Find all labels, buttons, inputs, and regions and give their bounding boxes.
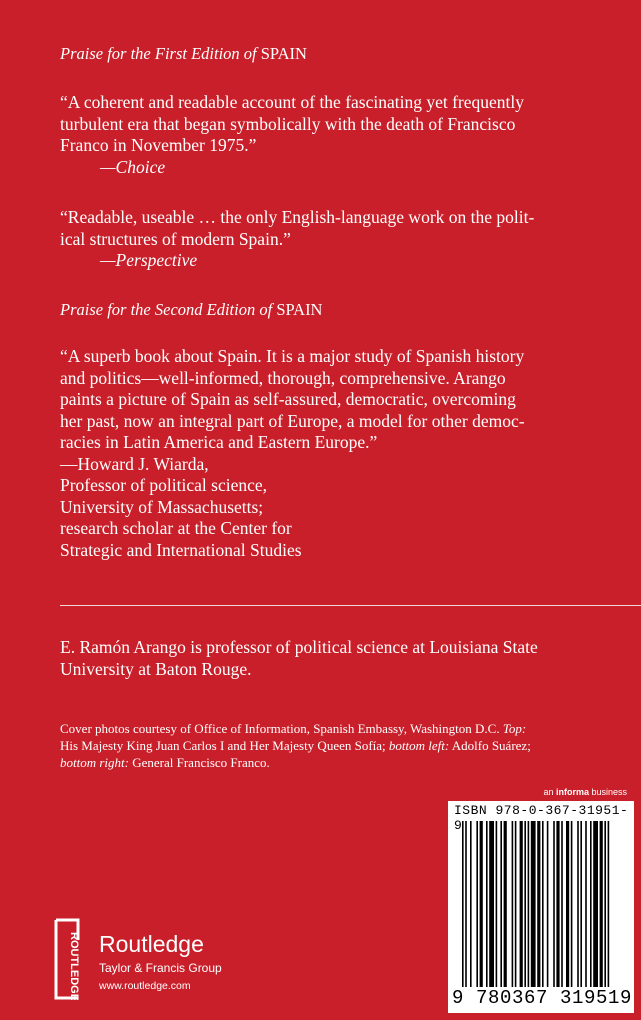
cover-photo-credits: Cover photos courtesy of Office of Information, Spanish Embassy, Washington D.C. Top: His Majesty King Juan Carlos I and Her Majesty Queen Sofía; bottom left: Adolfo Suárez; bottom right: General Francisco Franco. [60, 721, 531, 770]
barcode-bar [476, 821, 478, 987]
barcode-bar [465, 821, 467, 987]
first-edition-quote-1: “A coherent and readable account of the fascinating yet frequently turbulent era that began symbolically with the death of Francisco Franco in November 1975.” —Choice [60, 92, 630, 178]
isbn-barcode [448, 801, 634, 1013]
barcode-bar [531, 821, 536, 987]
barcode-bar [504, 821, 507, 987]
barcode-bar [590, 821, 592, 987]
barcode-bar [486, 821, 488, 987]
author-bio: E. Ramón Arango is professor of political science at Louisiana State University at Baton Rouge. [60, 637, 538, 679]
barcode-bar [537, 821, 540, 987]
publisher-name: Routledge [99, 931, 204, 957]
barcode-bar [566, 821, 569, 987]
barcode-bar [580, 821, 582, 987]
publisher-group: Taylor & Francis Group [99, 961, 222, 975]
barcode-bar [500, 821, 502, 987]
barcode-bar [585, 821, 587, 987]
quote-attribution: —Choice [100, 156, 166, 177]
barcode-bar [577, 821, 579, 987]
first-edition-heading: Praise for the First Edition of SPAIN [60, 44, 307, 63]
barcode-bar [593, 821, 598, 987]
second-edition-heading: Praise for the Second Edition of SPAIN [60, 300, 323, 319]
barcode-bar [520, 821, 523, 987]
barcode-bar [556, 821, 559, 987]
publisher-url: www.routledge.com [99, 980, 191, 992]
barcode-bar [489, 821, 494, 987]
barcode-bar [515, 821, 517, 987]
barcode-bar [462, 821, 464, 987]
barcode-bar [608, 821, 610, 987]
second-edition-quote: “A superb book about Spain. It is a major study of Spanish history and politics—well-informed, thorough, comprehensive. Arango paints a picture of Spain as self-assured, democratic, overcoming her past, now an integral part of Europe, a model for other democ- racies in Latin America and Eastern Europe.” —Howard J. Wiarda, Professor of political science, University of Massachusetts; research scholar at the Center for Strategic and International Studies [60, 346, 630, 561]
barcode-bar [561, 821, 563, 987]
first-edition-quote-2: “Readable, useable … the only English-language work on the polit- ical structures of modern Spain.” —Perspective [60, 207, 630, 272]
barcode-bar [571, 821, 573, 987]
barcode-bar [542, 821, 544, 987]
routledge-logo-icon [52, 918, 90, 1000]
isbn-label: ISBN 978-0-367-31951-9 [454, 803, 629, 833]
isbn-digits: 9 780367 319519 [452, 987, 633, 1009]
quote-attribution: —Perspective [100, 250, 198, 270]
barcode-bar [512, 821, 514, 987]
logo-text: ROUTLEDGE [68, 932, 80, 1000]
barcode-bar [480, 821, 483, 987]
barcode-bar [524, 821, 526, 987]
barcode-bar [528, 821, 530, 987]
divider [60, 605, 641, 606]
barcode-bar [553, 821, 555, 987]
barcode-bar [600, 821, 603, 987]
barcode-bar [470, 821, 472, 987]
barcode-bar [496, 821, 498, 987]
barcode-bars [462, 821, 622, 987]
barcode-bar [547, 821, 549, 987]
barcode-bar [604, 821, 606, 987]
informa-tagline: an informa business [543, 787, 627, 797]
quote-attribution: —Howard J. Wiarda, [60, 453, 209, 474]
